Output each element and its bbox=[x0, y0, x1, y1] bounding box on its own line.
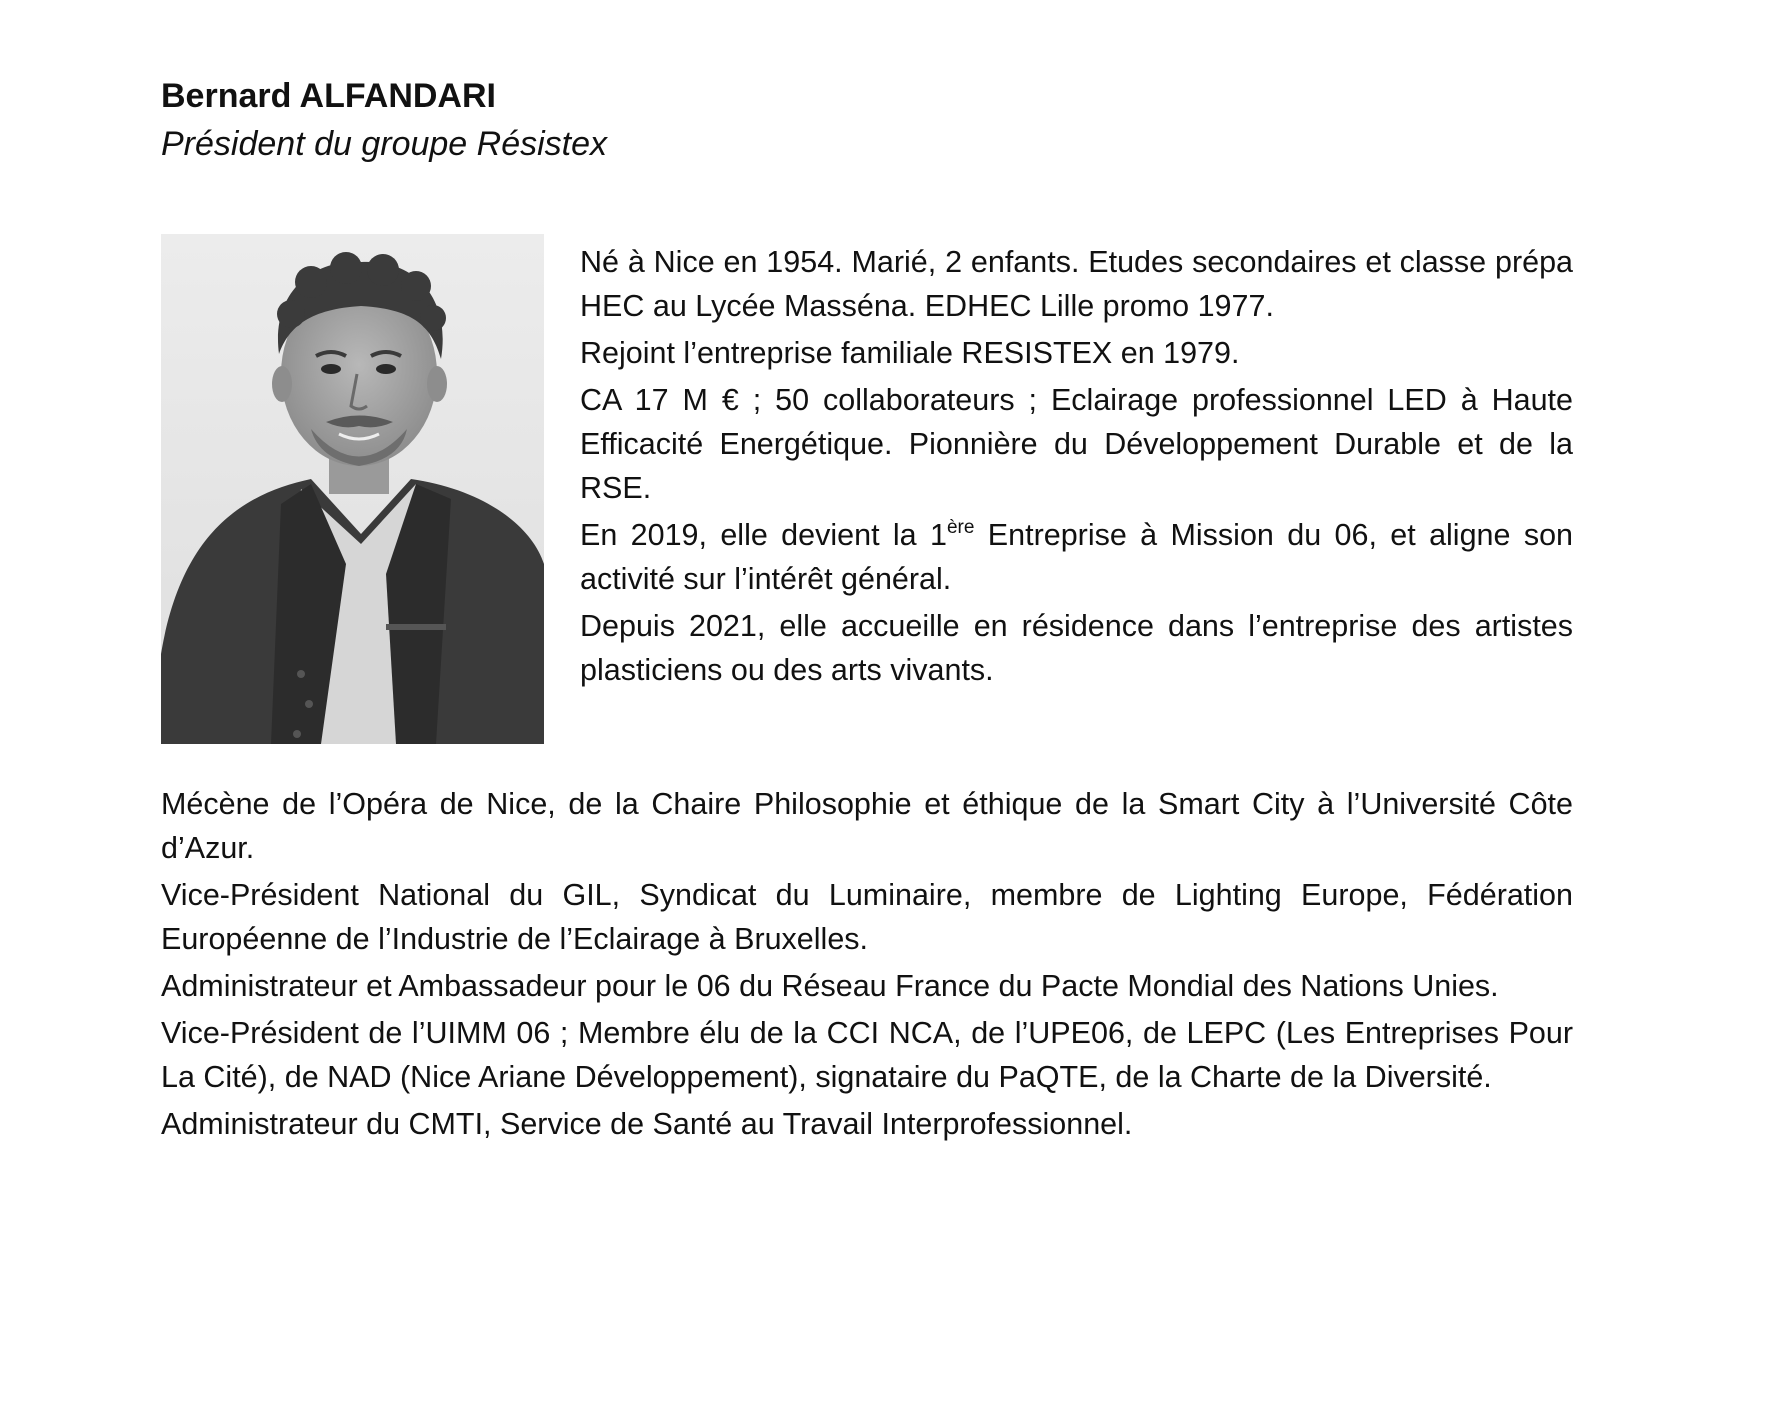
bio-mission-text-start: En 2019, elle devient la 1 bbox=[580, 518, 947, 552]
role-paragraph: Vice-Président National du GIL, Syndicat du Luminaire, membre de Lighting Europe, Fédération Européenne de l’Industrie de l’Eclairage à Bruxelles. bbox=[161, 878, 1573, 956]
bio-paragraph-mission bbox=[580, 513, 1573, 601]
role-paragraph: Administrateur et Ambassadeur pour le 06 du Réseau France du Pacte Mondial des Nations Unies. bbox=[161, 969, 1499, 1003]
bio-paragraph-joined-company: Rejoint l’entreprise familiale RESISTEX en 1979. bbox=[580, 336, 1240, 370]
role-paragraph: Vice-Président de l’UIMM 06 ; Membre élu de la CCI NCA, de l’UPE06, de LEPC (Les Entreprises Pour La Cité), de NAD (Nice Ariane Développement), signataire du PaQTE, de la Charte de la Diversité. bbox=[161, 1016, 1573, 1094]
role-paragraph: Mécène de l’Opéra de Nice, de la Chaire Philosophie et éthique de la Smart City à l’Université Côte d’Azur. bbox=[161, 787, 1573, 865]
bio-mission-text-end: Entreprise à Mission du 06, et aligne son activité sur l’intérêt général. bbox=[580, 518, 1574, 596]
bio-paragraph-company-profile: CA 17 M € ; 50 collaborateurs ; Eclairage professionnel LED à Haute Efficacité Energétique. Pionnière du Développement Durable et de la RSE. bbox=[580, 383, 1573, 505]
person-title: Président du groupe Résistex bbox=[161, 125, 608, 163]
bio-paragraph-birth-education: Né à Nice en 1954. Marié, 2 enfants. Etudes secondaires et classe prépa HEC au Lycée Masséna. EDHEC Lille promo 1977. bbox=[580, 245, 1573, 323]
portrait-photo bbox=[161, 234, 544, 744]
roles-section bbox=[161, 782, 1573, 1149]
bio-mission-superscript: ère bbox=[946, 517, 975, 538]
person-name: Bernard ALFANDARI bbox=[161, 77, 496, 115]
role-paragraph: Administrateur du CMTI, Service de Santé au Travail Interprofessionnel. bbox=[161, 1107, 1133, 1141]
biography-section bbox=[580, 240, 1573, 695]
bio-paragraph-artist-residency: Depuis 2021, elle accueille en résidence dans l’entreprise des artistes plasticiens ou des arts vivants. bbox=[580, 609, 1573, 687]
